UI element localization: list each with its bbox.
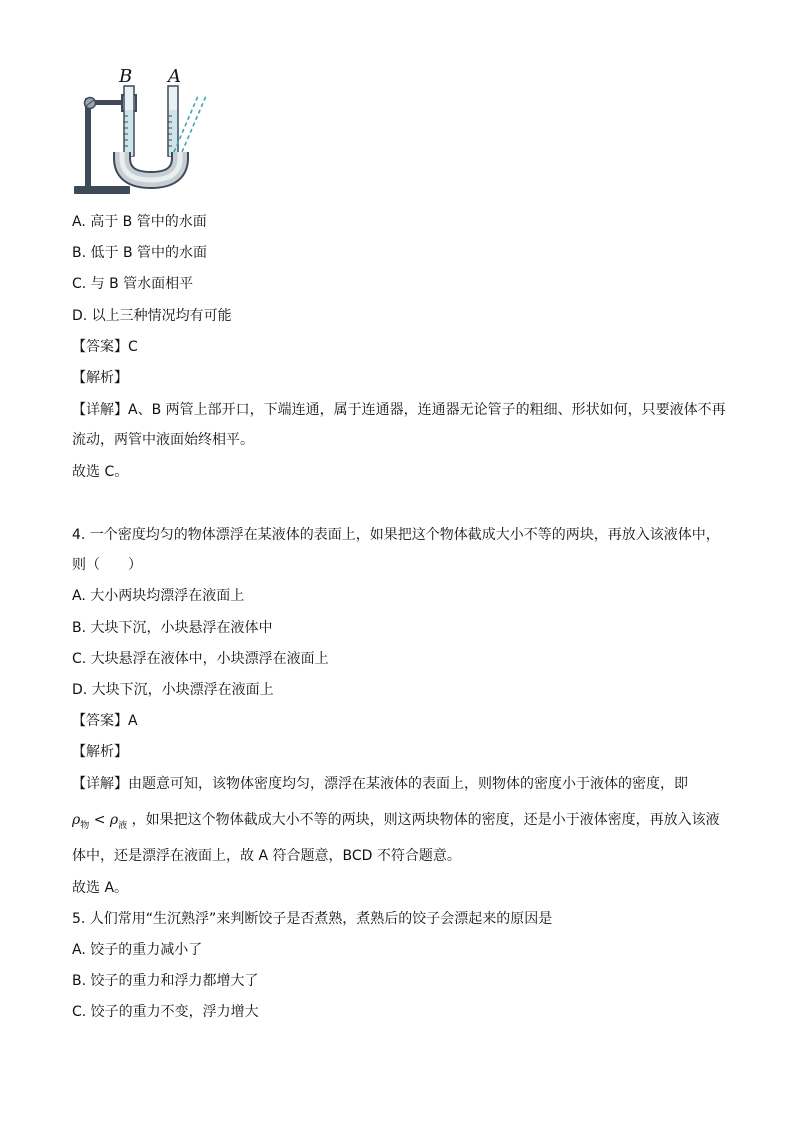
u-tube-diagram	[72, 62, 212, 202]
q4-stem-line-1: 4. 一个密度均匀的物体漂浮在某液体的表面上，如果把这个物体截成大小不等的两块，再放入该液体中，	[72, 527, 720, 543]
rho-liquid: $\rho_液$	[109, 812, 128, 831]
q5-stem: 5. 人们常用“生沉熟浮”来判断饺子是否煮熟，煮熟后的饺子会漂起来的原因是	[72, 911, 553, 927]
q4-stem-line-2: 则（ ）	[72, 557, 142, 573]
q4-option-c: C. 大块悬浮在液体中，小块漂浮在液面上	[72, 651, 329, 667]
q3-detail-line-1: 【详解】A、B 两管上部开口，下端连通，属于连通器，连通器无论管子的粗细、形状如何，只要液体不再	[72, 402, 726, 418]
q4-detail-line-2: $\rho_物 < \rho_液$ ，如果把这个物体截成大小不等的两块，则这两块物体的密度，还是小于液体密度，再放入该液	[72, 812, 720, 831]
q5-option-b: B. 饺子的重力和浮力都增大了	[72, 973, 259, 989]
u-tube-figure	[72, 62, 212, 202]
q4-answer: 【答案】A	[72, 713, 138, 729]
q3-option-d: D. 以上三种情况均有可能	[72, 308, 232, 324]
q4-option-a: A. 大小两块均漂浮在液面上	[72, 588, 245, 604]
q4-detail-line-3: 体中，还是漂浮在液面上，故 A 符合题意，BCD 不符合题意。	[72, 848, 461, 864]
q4-option-b: B. 大块下沉，小块悬浮在液体中	[72, 620, 273, 636]
q4-option-d: D. 大块下沉，小块漂浮在液面上	[72, 682, 274, 698]
q3-analysis-heading: 【解析】	[72, 370, 128, 386]
q4-detail-line-1: 【详解】由题意可知，该物体密度均匀，漂浮在某液体的表面上，则物体的密度小于液体的密度，即	[72, 776, 688, 792]
q5-option-a: A. 饺子的重力减小了	[72, 942, 203, 958]
q5-option-c: C. 饺子的重力不变，浮力增大	[72, 1004, 259, 1020]
q3-option-c: C. 与 B 管水面相平	[72, 276, 194, 292]
stand-base	[74, 186, 130, 194]
label-a: A	[168, 66, 181, 87]
q3-option-a: A. 高于 B 管中的水面	[72, 214, 207, 230]
q3-answer: 【答案】C	[72, 339, 138, 355]
rho-object: $\rho_物$	[72, 812, 90, 831]
q4-analysis-heading: 【解析】	[72, 744, 128, 760]
q3-conclusion: 故选 C。	[72, 464, 129, 480]
q4-conclusion: 故选 A。	[72, 880, 129, 896]
q3-detail-line-2: 流动，两管中液面始终相平。	[72, 432, 254, 448]
q4-detail-line-2-text: ，如果把这个物体截成大小不等的两块，则这两块物体的密度，还是小于液体密度，再放入该液	[131, 812, 720, 828]
stand-rod	[85, 98, 91, 188]
q3-option-b: B. 低于 B 管中的水面	[72, 245, 208, 261]
label-b: B	[119, 66, 133, 87]
